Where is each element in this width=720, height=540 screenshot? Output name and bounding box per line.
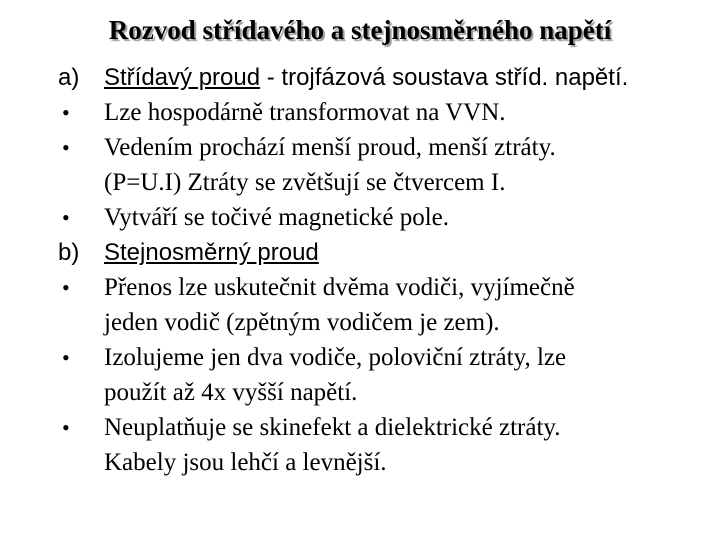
bullet-icon: • [62,345,70,370]
content-list [58,60,708,480]
list-item [58,95,708,130]
list-item-text: Vedením prochází menší proud, menší ztráty. [104,134,556,161]
slide-title: Rozvod střídavého a stejnosměrného napětí [108,15,612,45]
list-item [58,270,708,340]
list-item-text: (P=U.I) Ztráty se zvětšují se čtvercem I. [104,169,506,196]
bullet-icon: • [62,135,70,160]
list-item-text: použít až 4x vyšší napětí. [104,379,358,406]
heading-ac: Střídavý proud [104,64,261,91]
list-marker-b: b) [58,239,80,266]
bullet-icon: • [62,275,70,300]
bullet-icon: • [62,415,70,440]
list-item-text: Lze hospodárně transformovat na VVN. [104,99,506,126]
list-item-text: Kabely jsou lehčí a levnější. [104,449,387,476]
list-marker-a: a) [58,64,80,91]
section-b-heading [58,235,708,270]
list-item [58,410,708,480]
bullet-icon: • [62,205,70,230]
bullet-icon: • [62,100,70,125]
list-item [58,130,708,200]
section-a-heading [58,60,708,95]
list-item-text: jeden vodič (zpětným vodičem je zem). [104,309,500,336]
list-item [58,340,708,410]
list-item-text: Neuplatňuje se skinefekt a dielektrické ztráty. [104,414,561,441]
heading-dc: Stejnosměrný proud [104,239,319,266]
list-item [58,200,708,235]
list-item-text: Přenos lze uskutečnit dvěma vodiči, vyjímečně [104,274,575,301]
heading-ac-rest: - trojfázová soustava stříd. napětí. [260,64,629,91]
list-item-text: Vytváří se točivé magnetické pole. [104,204,450,231]
list-item-text: Izolujeme jen dva vodiče, poloviční ztráty, lze [104,344,567,371]
